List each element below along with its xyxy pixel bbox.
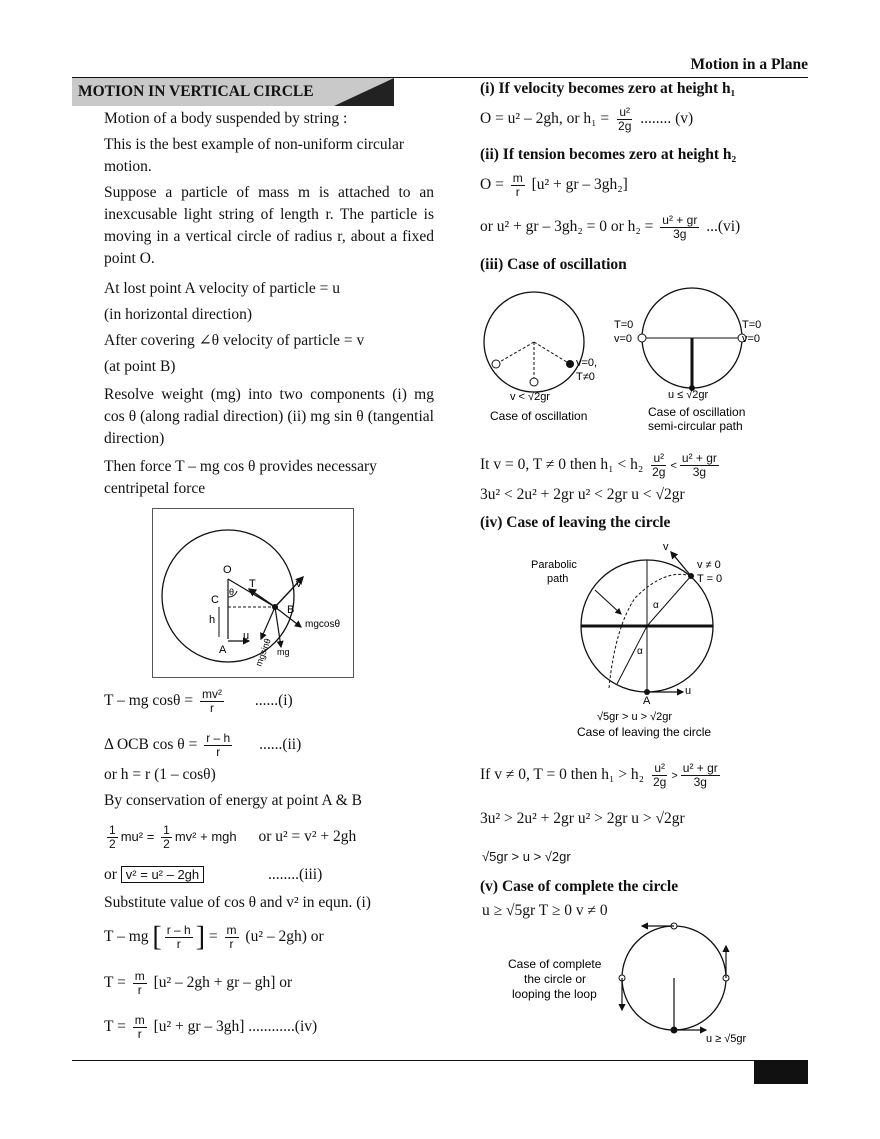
fig3-label-range: √5gr > u > √2gr (597, 711, 673, 723)
equation-tension: O = $\frac{m}{r}$ [u² + gr – 3gh₂] (480, 171, 628, 199)
fig1-label-u: u (243, 630, 250, 642)
fig1-label-a: A (219, 644, 227, 656)
fig2-right-caption1: Case of oscillation (648, 405, 746, 419)
para-horizontal: (in horizontal direction) (104, 306, 253, 323)
equation-v: O = u² – 2gh, or h₁ = $\frac{\text{u²}}{2g}$ ........ (v) (480, 105, 694, 133)
fig1-label-b: B (287, 604, 295, 616)
para-after-covering: After covering ∠θ velocity of particle = v (104, 332, 365, 349)
fig2-right-caption2: semi-circular path (648, 419, 743, 433)
fig4-caption2: the circle or (524, 972, 587, 986)
figure-leaving-circle (525, 538, 755, 740)
equation-h: or h = r (1 – cosθ) (104, 766, 216, 783)
para-best-example: This is the best example of non-uniform circular motion. (104, 136, 405, 175)
fig3-label-vne0: v ≠ 0 (697, 559, 721, 571)
heading-complete-circle: (v) Case of complete the circle (480, 878, 679, 895)
fig2-right-u: u ≤ √2gr (668, 389, 709, 401)
equation-t-expand: T = $\frac{m}{r}$ [u² – 2gh + gr – gh] or (104, 969, 293, 997)
fig3-label-alpha1: α (653, 600, 659, 611)
figure-leaving-svg (525, 538, 755, 740)
heading-tension-zero: (ii) If tension becomes zero at height h₂ (480, 146, 737, 163)
para-substitute: Substitute value of cos θ and v² in equn. (i) (104, 894, 371, 911)
figure-oscillation (480, 280, 780, 440)
fig1-label-mg: mg (277, 647, 290, 657)
fig2-right-t0a: T=0 (614, 319, 634, 331)
equation-iii: or v² = u² – 2gh ........(iii) (104, 866, 323, 883)
fig2-left-caption: Case of oscillation (490, 409, 588, 423)
oscillation-condition-1: It v = 0, T ≠ 0 then h₁ < h₂ $\frac{\text{u²}}{2g}$ < $\frac{\text{u² + gr}}{3g}$ (480, 451, 717, 479)
fig3-label-a: A (643, 695, 651, 707)
boxed-equation: v² = u² – 2gh (121, 866, 204, 883)
fig1-label-theta: θ (229, 587, 235, 597)
fig1-label-mgsin: mgsinθ (253, 636, 273, 668)
heading-leaving-circle: (iv) Case of leaving the circle (480, 514, 671, 531)
fig3-label-alpha2: α (637, 646, 643, 657)
fig1-label-o: O (223, 564, 232, 576)
para-motion-suspended: Motion of a body suspended by string : (104, 110, 348, 127)
complete-circle-condition: u ≥ √5gr T ≥ 0 v ≠ 0 (482, 902, 608, 919)
leaving-condition-3: √5gr > u > √2gr (482, 849, 571, 864)
fig2-right-v0a: v=0 (614, 333, 633, 345)
fig3-label-t0: T = 0 (697, 573, 723, 585)
fig2-right-v0b: v=0 (742, 333, 761, 345)
running-title: Motion in a Plane (690, 56, 808, 73)
para-conservation: By conservation of energy at point A & B (104, 792, 363, 809)
fig4-caption3: looping the loop (512, 987, 597, 1001)
fig3-label-u: u (685, 685, 692, 697)
fig1-label-h: h (209, 614, 216, 626)
para-centripetal: Then force T – mg cos θ provides necessary centripetal force (104, 458, 377, 497)
fig2-right-t0b: T=0 (742, 319, 762, 331)
fig2-left-tne0: T≠0 (576, 371, 595, 383)
fig2-left-v0: v=0, (576, 357, 598, 369)
fig1-label-mgcos: mgcosθ (305, 619, 341, 630)
figure-vertical-circle (152, 508, 354, 678)
figure-vertical-circle-svg (153, 509, 353, 677)
figure-complete-circle (500, 922, 760, 1052)
figure-oscillation-svg (480, 280, 780, 440)
leaving-condition-2: 3u² > 2u² + 2gr u² > 2gr u > √2gr (480, 810, 685, 827)
fig4-label-u: u ≥ √5gr (706, 1033, 747, 1045)
equation-ii: Δ OCB cos θ = $\frac{r - h}{r}$ ......(ii) (104, 731, 302, 759)
heading-oscillation: (iii) Case of oscillation (480, 256, 627, 273)
fig3-label-v: v (663, 541, 669, 553)
footer-rule (72, 1060, 808, 1061)
para-lowest-point: At lost point A velocity of particle = u (104, 280, 341, 297)
footer-page-tab (754, 1060, 808, 1084)
para-suppose: Suppose a particle of mass m is attached to an inexcusable light string of length r. The particle is moving in a vertical circle of radius r, about a fixed point O. (104, 184, 434, 267)
equation-vi: or u² + gr – 3gh₂ = 0 or h₂ = $\frac{\text{u² + gr}}{3g}$ ...(vi) (480, 213, 741, 241)
fig3-label-path: path (547, 573, 569, 585)
leaving-condition-1: If v ≠ 0, T = 0 then h₁ > h₂ $\frac{\text{u²}}{2g}$ > $\frac{\text{u² + gr}}{3g}$ (480, 761, 718, 789)
heading-velocity-zero: (i) If velocity becomes zero at height h₁ (480, 80, 736, 97)
fig1-label-t: T (249, 578, 256, 590)
fig1-label-c: C (211, 594, 219, 606)
equation-t-mg: T – mg [ $\frac{r - h}{r}$ ] = $\frac{m}{r}$ (u² – 2gh) or (104, 921, 324, 953)
fig2-left-u: v < √2gr (510, 391, 550, 403)
oscillation-condition-2: 3u² < 2u² + 2gr u² < 2gr u < √2gr (480, 486, 685, 503)
section-title-banner (72, 78, 394, 106)
para-at-point-b: (at point B) (104, 358, 176, 375)
fig3-label-parabolic: Parabolic (531, 559, 577, 571)
equation-i: T – mg cosθ = $\frac{\text{mv²}}{r}$ ......(i) (104, 687, 293, 715)
equation-energy: $\frac{1}{2}$ mu² = $\frac{1}{2}$ mv² + mgh or u² = v² + 2gh (109, 823, 357, 851)
section-title: MOTION IN VERTICAL CIRCLE (78, 83, 314, 100)
fig3-caption: Case of leaving the circle (577, 725, 712, 739)
equation-iv: T = $\frac{m}{r}$ [u² + gr – 3gh] ............(iv) (104, 1013, 318, 1041)
para-resolve-weight: Resolve weight (mg) into two components (i) mg cos θ (along radial direction) (ii) mg sin θ (tangential direction) (104, 386, 434, 447)
figure-complete-svg (500, 922, 760, 1052)
fig4-caption1: Case of complete (508, 957, 602, 971)
fig1-label-v: v (296, 578, 302, 590)
